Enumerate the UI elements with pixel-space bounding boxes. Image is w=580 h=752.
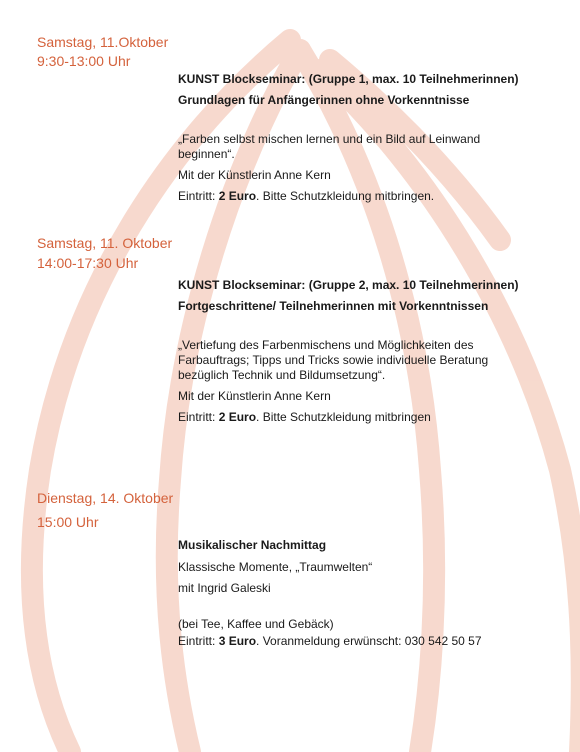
event-date: Samstag, 11.Oktober (37, 34, 169, 50)
event-time: 15:00 Uhr (37, 514, 99, 530)
event-subtitle: Fortgeschrittene/ Teilnehmerinnen mit Vorkenntnissen (178, 299, 489, 313)
event-price: Eintritt: 3 Euro. Voranmeldung erwünscht: 030 542 50 57 (178, 634, 482, 648)
event-price: Eintritt: 2 Euro. Bitte Schutzkleidung mitbringen. (178, 189, 435, 203)
event-details (178, 72, 538, 204)
event-date: Samstag, 11. Oktober (37, 235, 173, 251)
event-details (178, 278, 538, 425)
event-artist: Mit der Künstlerin Anne Kern (178, 389, 331, 403)
event-time: 9:30-13:00 Uhr (37, 53, 131, 69)
event-line-1: Klassische Momente, „Traumwelten“ (178, 560, 373, 574)
event-description: „Farben selbst mischen lernen und ein Bild auf Leinwand beginnen“. (178, 132, 481, 161)
event-title: KUNST Blockseminar: (Gruppe 1, max. 10 Teilnehmerinnen) (178, 72, 519, 86)
event-note: (bei Tee, Kaffee und Gebäck) (178, 617, 334, 631)
event-subtitle: Grundlagen für Anfängerinnen ohne Vorkenntnisse (178, 93, 470, 107)
event-line-2: mit Ingrid Galeski (178, 581, 271, 595)
event-details (178, 538, 538, 649)
event-price: Eintritt: 2 Euro. Bitte Schutzkleidung mitbringen (178, 410, 431, 424)
event-date: Dienstag, 14. Oktober (37, 490, 174, 506)
event-artist: Mit der Künstlerin Anne Kern (178, 168, 331, 182)
event-title: Musikalischer Nachmittag (178, 538, 327, 552)
event-time: 14:00-17:30 Uhr (37, 255, 139, 271)
event-description: „Vertiefung des Farbenmischens und Möglichkeiten des Farbauftrags; Tipps und Tricks sowie individuelle Beratung bezüglich Technik und Bildumsetzung“. (178, 338, 489, 382)
event-title: KUNST Blockseminar: (Gruppe 2, max. 10 Teilnehmerinnen) (178, 278, 519, 292)
